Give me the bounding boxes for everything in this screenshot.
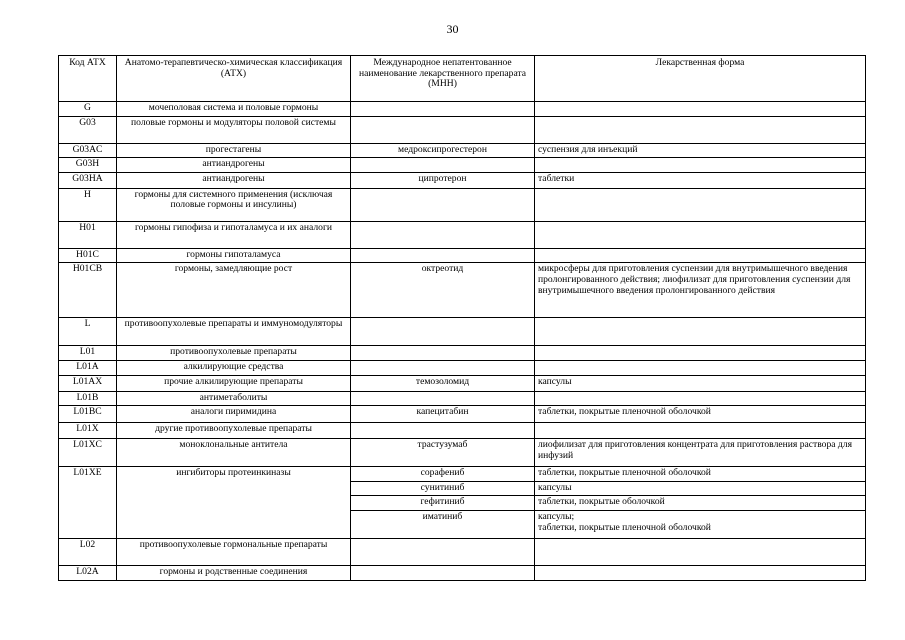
dosage-form-cell: капсулы: [535, 375, 866, 391]
table-row: [59, 318, 866, 346]
classification-cell: гормоны гипоталамуса: [117, 248, 351, 263]
atc-code-cell: L01AX: [59, 375, 117, 391]
atc-code-cell: L01X: [59, 423, 117, 439]
dosage-form-cell: [535, 346, 866, 361]
table-row: [59, 375, 866, 391]
atc-code-cell: L01XE: [59, 467, 117, 539]
inn-cell: [351, 188, 535, 221]
inn-cell: октреотид: [351, 263, 535, 318]
classification-cell: гормоны гипофиза и гипоталамуса и их аналоги: [117, 221, 351, 248]
inn-cell: капецитабин: [351, 406, 535, 423]
dosage-form-cell: [535, 391, 866, 406]
inn-cell: [351, 248, 535, 263]
inn-cell: ципротерон: [351, 172, 535, 188]
dosage-form-cell: таблетки, покрытые пленочной оболочкой: [535, 406, 866, 423]
dosage-form-cell: капсулы: [535, 481, 866, 496]
inn-cell: гефитиниб: [351, 496, 535, 511]
dosage-form-cell: капсулы; таблетки, покрытые пленочной оболочкой: [535, 510, 866, 538]
classification-cell: аналоги пиримидина: [117, 406, 351, 423]
table-row: [59, 439, 866, 467]
inn-cell: сорафениб: [351, 467, 535, 482]
inn-cell: [351, 423, 535, 439]
inn-cell: [351, 116, 535, 143]
classification-cell: гормоны для системного применения (исключая половые гормоны и инсулины): [117, 188, 351, 221]
table-row: [59, 248, 866, 263]
table-row: [59, 423, 866, 439]
table-row: [59, 221, 866, 248]
inn-cell: [351, 102, 535, 117]
table-row: [59, 102, 866, 117]
atc-code-cell: G03AC: [59, 143, 117, 158]
classification-cell: противоопухолевые препараты: [117, 346, 351, 361]
dosage-form-cell: [535, 538, 866, 565]
header-classification: Анатомо-терапевтическо-химическая классификация (АТХ): [117, 56, 351, 102]
inn-cell: [351, 346, 535, 361]
table-row: [59, 158, 866, 173]
table-row: [59, 538, 866, 565]
table-row: [59, 467, 866, 482]
atc-code-cell: H01: [59, 221, 117, 248]
dosage-form-cell: лиофилизат для приготовления концентрата для приготовления раствора для инфузий: [535, 439, 866, 467]
atc-code-cell: L: [59, 318, 117, 346]
dosage-form-cell: суспензия для инъекций: [535, 143, 866, 158]
header-inn: Международное непатентованное наименование лекарственного препарата (МНН): [351, 56, 535, 102]
classification-cell: половые гормоны и модуляторы половой системы: [117, 116, 351, 143]
dosage-form-cell: микросферы для приготовления суспензии для внутримышечного введения пролонгированного действия; лиофилизат для приготовления суспензии для внутримышечного введения пролонгированного действия: [535, 263, 866, 318]
table-row: [59, 565, 866, 580]
atc-code-cell: H01C: [59, 248, 117, 263]
classification-cell: гормоны и родственные соединения: [117, 565, 351, 580]
dosage-form-cell: [535, 565, 866, 580]
dosage-form-cell: таблетки, покрытые пленочной оболочкой: [535, 467, 866, 482]
table-row: [59, 406, 866, 423]
classification-cell: прогестагены: [117, 143, 351, 158]
inn-cell: медроксипрогестерон: [351, 143, 535, 158]
atc-code-cell: G: [59, 102, 117, 117]
dosage-form-cell: [535, 116, 866, 143]
classification-cell: гормоны, замедляющие рост: [117, 263, 351, 318]
dosage-form-cell: [535, 423, 866, 439]
classification-cell: противоопухолевые препараты и иммуномодуляторы: [117, 318, 351, 346]
atc-code-cell: L02A: [59, 565, 117, 580]
table-row: [59, 391, 866, 406]
atc-code-cell: G03H: [59, 158, 117, 173]
atc-code-cell: G03HA: [59, 172, 117, 188]
inn-cell: трастузумаб: [351, 439, 535, 467]
atc-code-cell: H01CB: [59, 263, 117, 318]
dosage-form-cell: [535, 360, 866, 375]
dosage-form-cell: [535, 248, 866, 263]
table-row: [59, 263, 866, 318]
classification-cell: алкилирующие средства: [117, 360, 351, 375]
dosage-form-cell: таблетки, покрытые оболочкой: [535, 496, 866, 511]
classification-cell: антиандрогены: [117, 158, 351, 173]
inn-cell: [351, 565, 535, 580]
atc-code-cell: L01A: [59, 360, 117, 375]
inn-cell: темозоломид: [351, 375, 535, 391]
atc-code-cell: H: [59, 188, 117, 221]
table-header-row: [59, 56, 866, 102]
classification-cell: противоопухолевые гормональные препараты: [117, 538, 351, 565]
header-code: Код АТХ: [59, 56, 117, 102]
classification-cell: моноклональные антитела: [117, 439, 351, 467]
classification-cell: антиандрогены: [117, 172, 351, 188]
table-row: [59, 188, 866, 221]
table-row: [59, 116, 866, 143]
dosage-form-cell: таблетки: [535, 172, 866, 188]
dosage-form-cell: [535, 221, 866, 248]
header-form: Лекарственная форма: [535, 56, 866, 102]
atc-code-cell: L02: [59, 538, 117, 565]
inn-cell: [351, 391, 535, 406]
atc-code-cell: G03: [59, 116, 117, 143]
inn-cell: [351, 318, 535, 346]
table-row: [59, 360, 866, 375]
inn-cell: [351, 221, 535, 248]
dosage-form-cell: [535, 318, 866, 346]
dosage-form-cell: [535, 102, 866, 117]
dosage-form-cell: [535, 188, 866, 221]
inn-cell: [351, 158, 535, 173]
classification-cell: мочеполовая система и половые гормоны: [117, 102, 351, 117]
table-row: [59, 172, 866, 188]
classification-cell: другие противоопухолевые препараты: [117, 423, 351, 439]
table-body: [59, 102, 866, 581]
atc-code-cell: L01B: [59, 391, 117, 406]
inn-cell: [351, 360, 535, 375]
atc-code-cell: L01BC: [59, 406, 117, 423]
atc-code-cell: L01: [59, 346, 117, 361]
inn-cell: [351, 538, 535, 565]
classification-cell: прочие алкилирующие препараты: [117, 375, 351, 391]
table-row: [59, 143, 866, 158]
dosage-form-cell: [535, 158, 866, 173]
page-number: 30: [446, 22, 459, 36]
atc-drug-table: [58, 55, 866, 581]
atc-code-cell: L01XC: [59, 439, 117, 467]
classification-cell: антиметаболиты: [117, 391, 351, 406]
inn-cell: иматиниб: [351, 510, 535, 538]
table-row: [59, 346, 866, 361]
classification-cell: ингибиторы протеинкиназы: [117, 467, 351, 539]
inn-cell: сунитиниб: [351, 481, 535, 496]
